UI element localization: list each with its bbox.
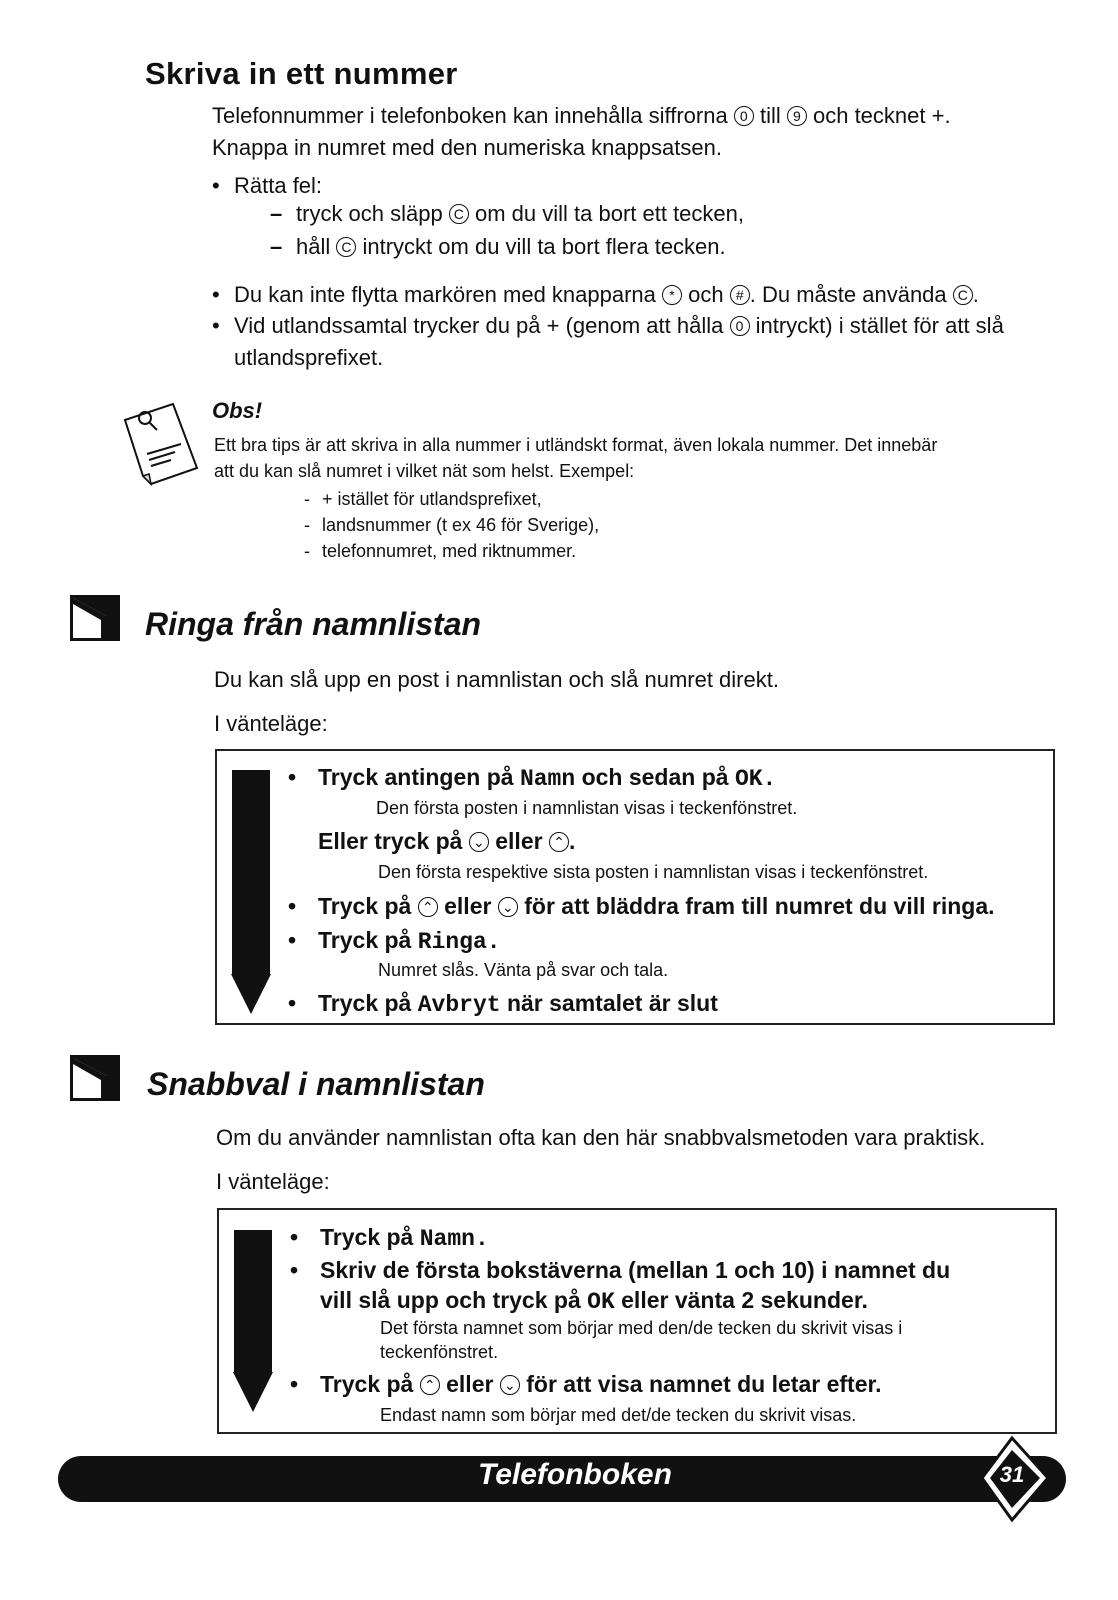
dash-item-delete-one <box>296 198 744 230</box>
note-line-1: Ett bra tips är att skriva in alla nummer i utländskt format, även lokala nummer. Det innebär <box>214 435 938 455</box>
star-key-icon: * <box>662 285 682 305</box>
arrow-bar <box>234 1230 272 1374</box>
dash-item-delete-many <box>296 231 726 263</box>
c-key-icon: C <box>449 204 469 224</box>
step-sub-only-names: Endast namn som börjar med det/de tecken du skrivit visas. <box>380 1405 857 1425</box>
step-sub-first-name: Det första namnet som börjar med den/de tecken du skrivit visas i teckenfönstret. <box>380 1318 903 1362</box>
down-key-icon: ⌄ <box>498 897 518 917</box>
bullet3-text-a: Vid utlandssamtal trycker du på + (genom att hålla <box>234 313 724 338</box>
down-key-icon: ⌄ <box>469 832 489 852</box>
intro-text-a: Telefonnummer i telefonboken kan innehålla siffrorna <box>212 103 728 128</box>
step-type-letters: • Skriv de första bokstäverna (mellan 1 och 10) i namnet du vill slå upp och tryck på OK eller vänta 2 sekunder. <box>320 1255 1050 1317</box>
intro-text-b: till <box>759 103 781 128</box>
bullet3-text-c: utlandsprefixet. <box>234 345 384 370</box>
dash2-text-a: håll <box>296 234 331 259</box>
section-title-call-from-list: Ringa från namnlistan <box>145 606 482 642</box>
step-press-namn: • Tryck antingen på Namn och sedan på OK. <box>318 762 776 794</box>
note-text <box>214 432 1074 484</box>
note-title: Obs! <box>212 398 263 423</box>
step-sub-first-last: Den första respektive sista posten i namnlistan visas i teckenfönstret. <box>378 862 929 882</box>
bullet-cursor <box>234 279 1074 311</box>
bullet-correct-errors: • Rätta fel: <box>234 170 322 202</box>
up-key-icon: ⌃ <box>420 1375 440 1395</box>
up-key-icon: ⌃ <box>549 832 569 852</box>
dash2-text-b: intryckt om du vill ta bort flera tecken. <box>362 234 726 259</box>
footer-title: Telefonboken <box>478 1458 672 1491</box>
bullet2-text-d: . <box>972 282 979 307</box>
section-title-speed-dial: Snabbval i namnlistan <box>147 1066 485 1102</box>
key-0-icon: 0 <box>734 106 754 126</box>
c-key-icon: C <box>336 237 356 257</box>
bullet2-text-a: Du kan inte flytta markören med knapparna <box>234 282 656 307</box>
section3-standby: I vänteläge: <box>216 1169 330 1194</box>
bullet2-text-b: och <box>688 282 724 307</box>
section3-intro: Om du använder namnlistan ofta kan den här snabbvalsmetoden vara praktisk. <box>216 1125 986 1150</box>
dash1-text-a: tryck och släpp <box>296 201 443 226</box>
step-press-ringa: • Tryck på Ringa. <box>318 925 501 957</box>
step-press-avbryt: • Tryck på Avbryt när samtalet är slut <box>318 988 718 1020</box>
section2-standby: I vänteläge: <box>214 711 328 736</box>
note-item: - telefonnumret, med riktnummer. <box>304 541 577 561</box>
intro-text-line2: Knappa in numret med den numeriska knappsatsen. <box>212 135 722 160</box>
intro-text-c: och tecknet +. <box>812 103 951 128</box>
bullet3-text-b: intryckt) i stället för att slå <box>755 313 1004 338</box>
note-item: - + istället för utlandsprefixet, <box>304 489 542 509</box>
arrow-down-icon <box>231 974 271 1014</box>
section-square-icon <box>70 1055 120 1101</box>
step-or-press-arrows: Eller tryck på ⌄ eller ⌃ . <box>318 828 576 854</box>
section-title-enter-number: Skriva in ett nummer <box>145 56 458 91</box>
arrow-down-icon <box>233 1372 273 1412</box>
note-line-2: att du kan slå numret i vilket nät som helst. Exempel: <box>214 461 635 481</box>
step-scroll: • Tryck på ⌃ eller ⌄ för att bläddra fram till numret du vill ringa. <box>318 891 995 921</box>
hash-key-icon: # <box>730 285 750 305</box>
step-sub-dialing: Numret slås. Vänta på svar och tala. <box>378 960 669 980</box>
note-list <box>304 486 600 564</box>
step-show-name: • Tryck på ⌃ eller ⌄ för att visa namnet du letar efter. <box>320 1369 882 1399</box>
key-9-icon: 9 <box>787 106 807 126</box>
note-paper-icon <box>115 398 203 490</box>
key-0-icon: 0 <box>730 316 750 336</box>
arrow-bar <box>232 770 270 976</box>
step-press-namn: • Tryck på Namn. <box>320 1222 489 1254</box>
section2-intro: Du kan slå upp en post i namnlistan och slå numret direkt. <box>214 667 779 692</box>
page-number: 31 <box>999 1462 1025 1487</box>
bullet-international <box>234 310 1074 374</box>
up-key-icon: ⌃ <box>418 897 438 917</box>
down-key-icon: ⌄ <box>500 1375 520 1395</box>
section-square-icon <box>70 595 120 641</box>
note-item: - landsnummer (t ex 46 för Sverige), <box>304 515 600 535</box>
dash1-text-b: om du vill ta bort ett tecken, <box>474 201 745 226</box>
bullet2-text-c: . Du måste använda <box>749 282 947 307</box>
c-key-icon: C <box>953 285 973 305</box>
intro-paragraph <box>212 100 1072 164</box>
step-sub-first-post: Den första posten i namnlistan visas i teckenfönstret. <box>376 798 798 818</box>
